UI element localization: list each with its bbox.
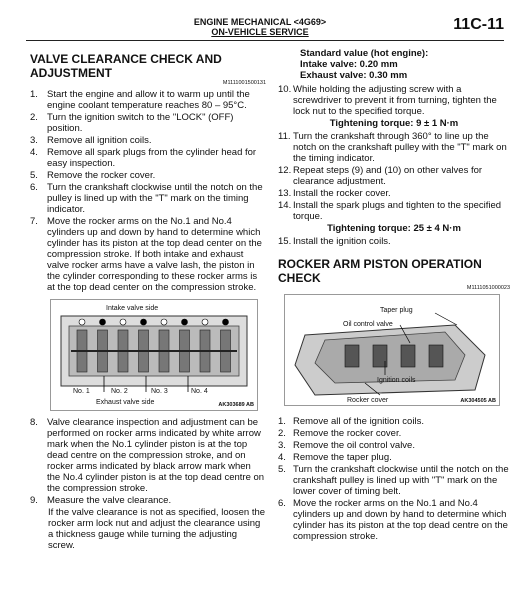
step-number: 3.	[30, 135, 38, 146]
step-text: Remove all ignition coils.	[47, 135, 152, 146]
arrow-mark	[79, 319, 85, 325]
step-number: 13.	[278, 188, 292, 199]
list-item	[278, 498, 510, 542]
standard-intake: Intake valve: 0.20 mm	[300, 59, 398, 70]
arrow-mark	[223, 319, 229, 325]
step-number: 11.	[278, 131, 291, 142]
valve-steps-list	[30, 89, 266, 293]
step-number: 9.	[30, 495, 38, 506]
arrow-mark	[120, 319, 126, 325]
arrow-mark	[202, 319, 208, 325]
list-item	[30, 417, 266, 494]
intake-side-label: Intake valve side	[106, 305, 159, 312]
step-number: 4.	[30, 147, 38, 158]
step9-note: If the valve clearance is not as specified, loosen the rocker arm lock nut and adjust the clearance using a thickness gauge while turning the adjusting screw.	[48, 507, 266, 551]
step-text: Turn the crankshaft clockwise until the notch on the crankshaft pulley is lined up with "T" mark on the lower cover of timing belt.	[293, 464, 509, 497]
cylinder-label-3: No. 3	[151, 388, 168, 395]
header-rule	[26, 40, 504, 41]
right-steps-list	[278, 84, 510, 117]
step-text: Remove the rocker cover.	[47, 170, 156, 181]
step-text: Install the ignition coils.	[293, 236, 391, 247]
right-steps-list-3	[278, 236, 510, 247]
valve-section-code: M1111001500131	[222, 80, 266, 86]
step-number: 14.	[278, 200, 292, 211]
list-item	[30, 112, 266, 134]
ignition-coil-shape	[401, 345, 415, 367]
rocker-section-title: ROCKER ARM PISTON OPERATION CHECK	[278, 257, 482, 285]
step-text: Install the spark plugs and tighten to the specified torque.	[293, 200, 502, 222]
subsection-title: ON-VEHICLE SERVICE	[211, 27, 309, 37]
ignition-coil-shape	[429, 345, 443, 367]
cylinder-label-1: No. 1	[73, 388, 90, 395]
ignition-coils-label: Ignition coils	[377, 377, 416, 384]
step-text: Remove the oil control valve.	[293, 440, 415, 451]
list-item	[278, 131, 510, 164]
step-number: 6.	[30, 182, 38, 193]
rocker-figure-code: AK304505 AB	[460, 398, 496, 404]
step-number: 5.	[30, 170, 38, 181]
step-text: Turn the ignition switch to the "LOCK" (OFF) position.	[47, 112, 234, 134]
list-item	[30, 182, 266, 215]
rocker-cover-label: Rocker cover	[347, 397, 389, 404]
list-item	[278, 428, 510, 439]
step-number: 8.	[30, 417, 38, 428]
step-text: Measure the valve clearance.	[47, 495, 172, 506]
step-number: 1.	[30, 89, 38, 100]
step-text: Remove all of the ignition coils.	[293, 416, 424, 427]
step-text: Turn the crankshaft clockwise until the notch on the pulley is lined up with the "T" mark on the timing indicator.	[47, 182, 263, 215]
step-number: 2.	[30, 112, 38, 123]
step-text: Remove the rocker cover.	[293, 428, 402, 439]
right-column	[278, 48, 510, 543]
step-text: While holding the adjusting screw with a screwdriver to prevent it from turning, tighten the lock nut to the specified torque.	[293, 84, 497, 117]
step-text: Remove all spark plugs from the cylinder head for easy inspection.	[47, 147, 257, 169]
list-item	[30, 147, 266, 169]
step-number: 7.	[30, 216, 38, 227]
exhaust-side-label: Exhaust valve side	[96, 399, 155, 406]
list-item	[278, 464, 510, 497]
list-item	[278, 416, 510, 427]
step-number: 4.	[278, 452, 286, 463]
list-item	[30, 495, 266, 506]
list-item	[278, 84, 510, 117]
step-number: 5.	[278, 464, 286, 475]
step-text: Turn the crankshaft through 360° to line up the notch on the crankshaft pulley with the "T" mark on the timing indicator.	[293, 131, 507, 164]
tightening-torque-1: Tightening torque: 9 ± 1 N·m	[329, 118, 459, 129]
list-item	[278, 236, 510, 247]
arrow-mark	[161, 319, 167, 325]
rocker-steps-list	[278, 416, 510, 542]
step-text: Repeat steps (9) and (10) on other valves for clearance adjustment.	[293, 165, 483, 187]
valve-section-title: VALVE CLEARANCE CHECK AND ADJUSTMENT	[30, 52, 222, 80]
step-number: 6.	[278, 498, 286, 509]
running-header	[180, 17, 340, 37]
right-steps-list-2	[278, 131, 510, 222]
list-item	[278, 452, 510, 463]
step-number: 2.	[278, 428, 286, 439]
list-item	[30, 89, 266, 111]
step-number: 10.	[278, 84, 292, 95]
step-text: Start the engine and allow it to warm up until the engine coolant temperature reaches 80 – 95°C.	[47, 89, 250, 111]
list-item	[278, 200, 510, 222]
oil-control-valve-label: Oil control valve	[343, 321, 393, 328]
left-column	[30, 52, 266, 551]
step-number: 3.	[278, 440, 286, 451]
step-number: 15.	[278, 236, 292, 247]
standard-exhaust: Exhaust valve: 0.30 mm	[300, 70, 408, 81]
arrow-mark	[182, 319, 188, 325]
cylinder-label-2: No. 2	[111, 388, 128, 395]
rocker-figure	[284, 294, 500, 406]
taper-plug-label: Taper plug	[380, 307, 413, 314]
section-title: ENGINE MECHANICAL <4G69>	[193, 17, 327, 27]
standard-value-title: Standard value (hot engine):	[300, 48, 429, 59]
tightening-torque-2: Tightening torque: 25 ± 4 N·m	[327, 223, 461, 234]
step-text: Install the rocker cover.	[293, 188, 391, 199]
valve-figure	[50, 299, 258, 411]
step-text: Remove the taper plug.	[293, 452, 392, 463]
list-item	[278, 440, 510, 451]
list-item	[30, 170, 266, 181]
ignition-coil-shape	[345, 345, 359, 367]
list-item	[30, 216, 266, 293]
cylinder-label-4: No. 4	[191, 388, 208, 395]
arrow-mark	[100, 319, 106, 325]
step-text: Move the rocker arms on the No.1 and No.4 cylinders up and down by hand to determine which cylinder has its piston at the top dead center on the compression stroke. If both intake and exhaust valve rocker arms have a valve lash, the piston in the cylinder corresponding to these rocker arms is at the top dead center on the compression stroke.	[47, 216, 262, 293]
list-item	[30, 135, 266, 146]
valve-steps-list-2	[30, 417, 266, 506]
list-item	[278, 188, 510, 199]
valve-figure-code: AK303689 AB	[218, 402, 254, 408]
list-item	[278, 165, 510, 187]
step-number: 12.	[278, 165, 292, 176]
page-number: 11C-11	[453, 16, 504, 33]
step-text: Valve clearance inspection and adjustment can be performed on rocker arms indicated by white arrow mark when the No.1 cylinder piston is at the top dead centre on the compression stroke, and on rocker arms indicated by black arrow mark when the No.4 cylinder piston is at the top dead centre on the compression stroke.	[47, 417, 265, 494]
rocker-section-code: M1111051000023	[466, 285, 510, 291]
arrow-mark	[141, 319, 147, 325]
step-text: Move the rocker arms on the No.1 and No.4 cylinders up and down by hand to determine which cylinder has its piston at the top dead centre on the compression stroke.	[293, 498, 508, 542]
step-number: 1.	[278, 416, 286, 427]
